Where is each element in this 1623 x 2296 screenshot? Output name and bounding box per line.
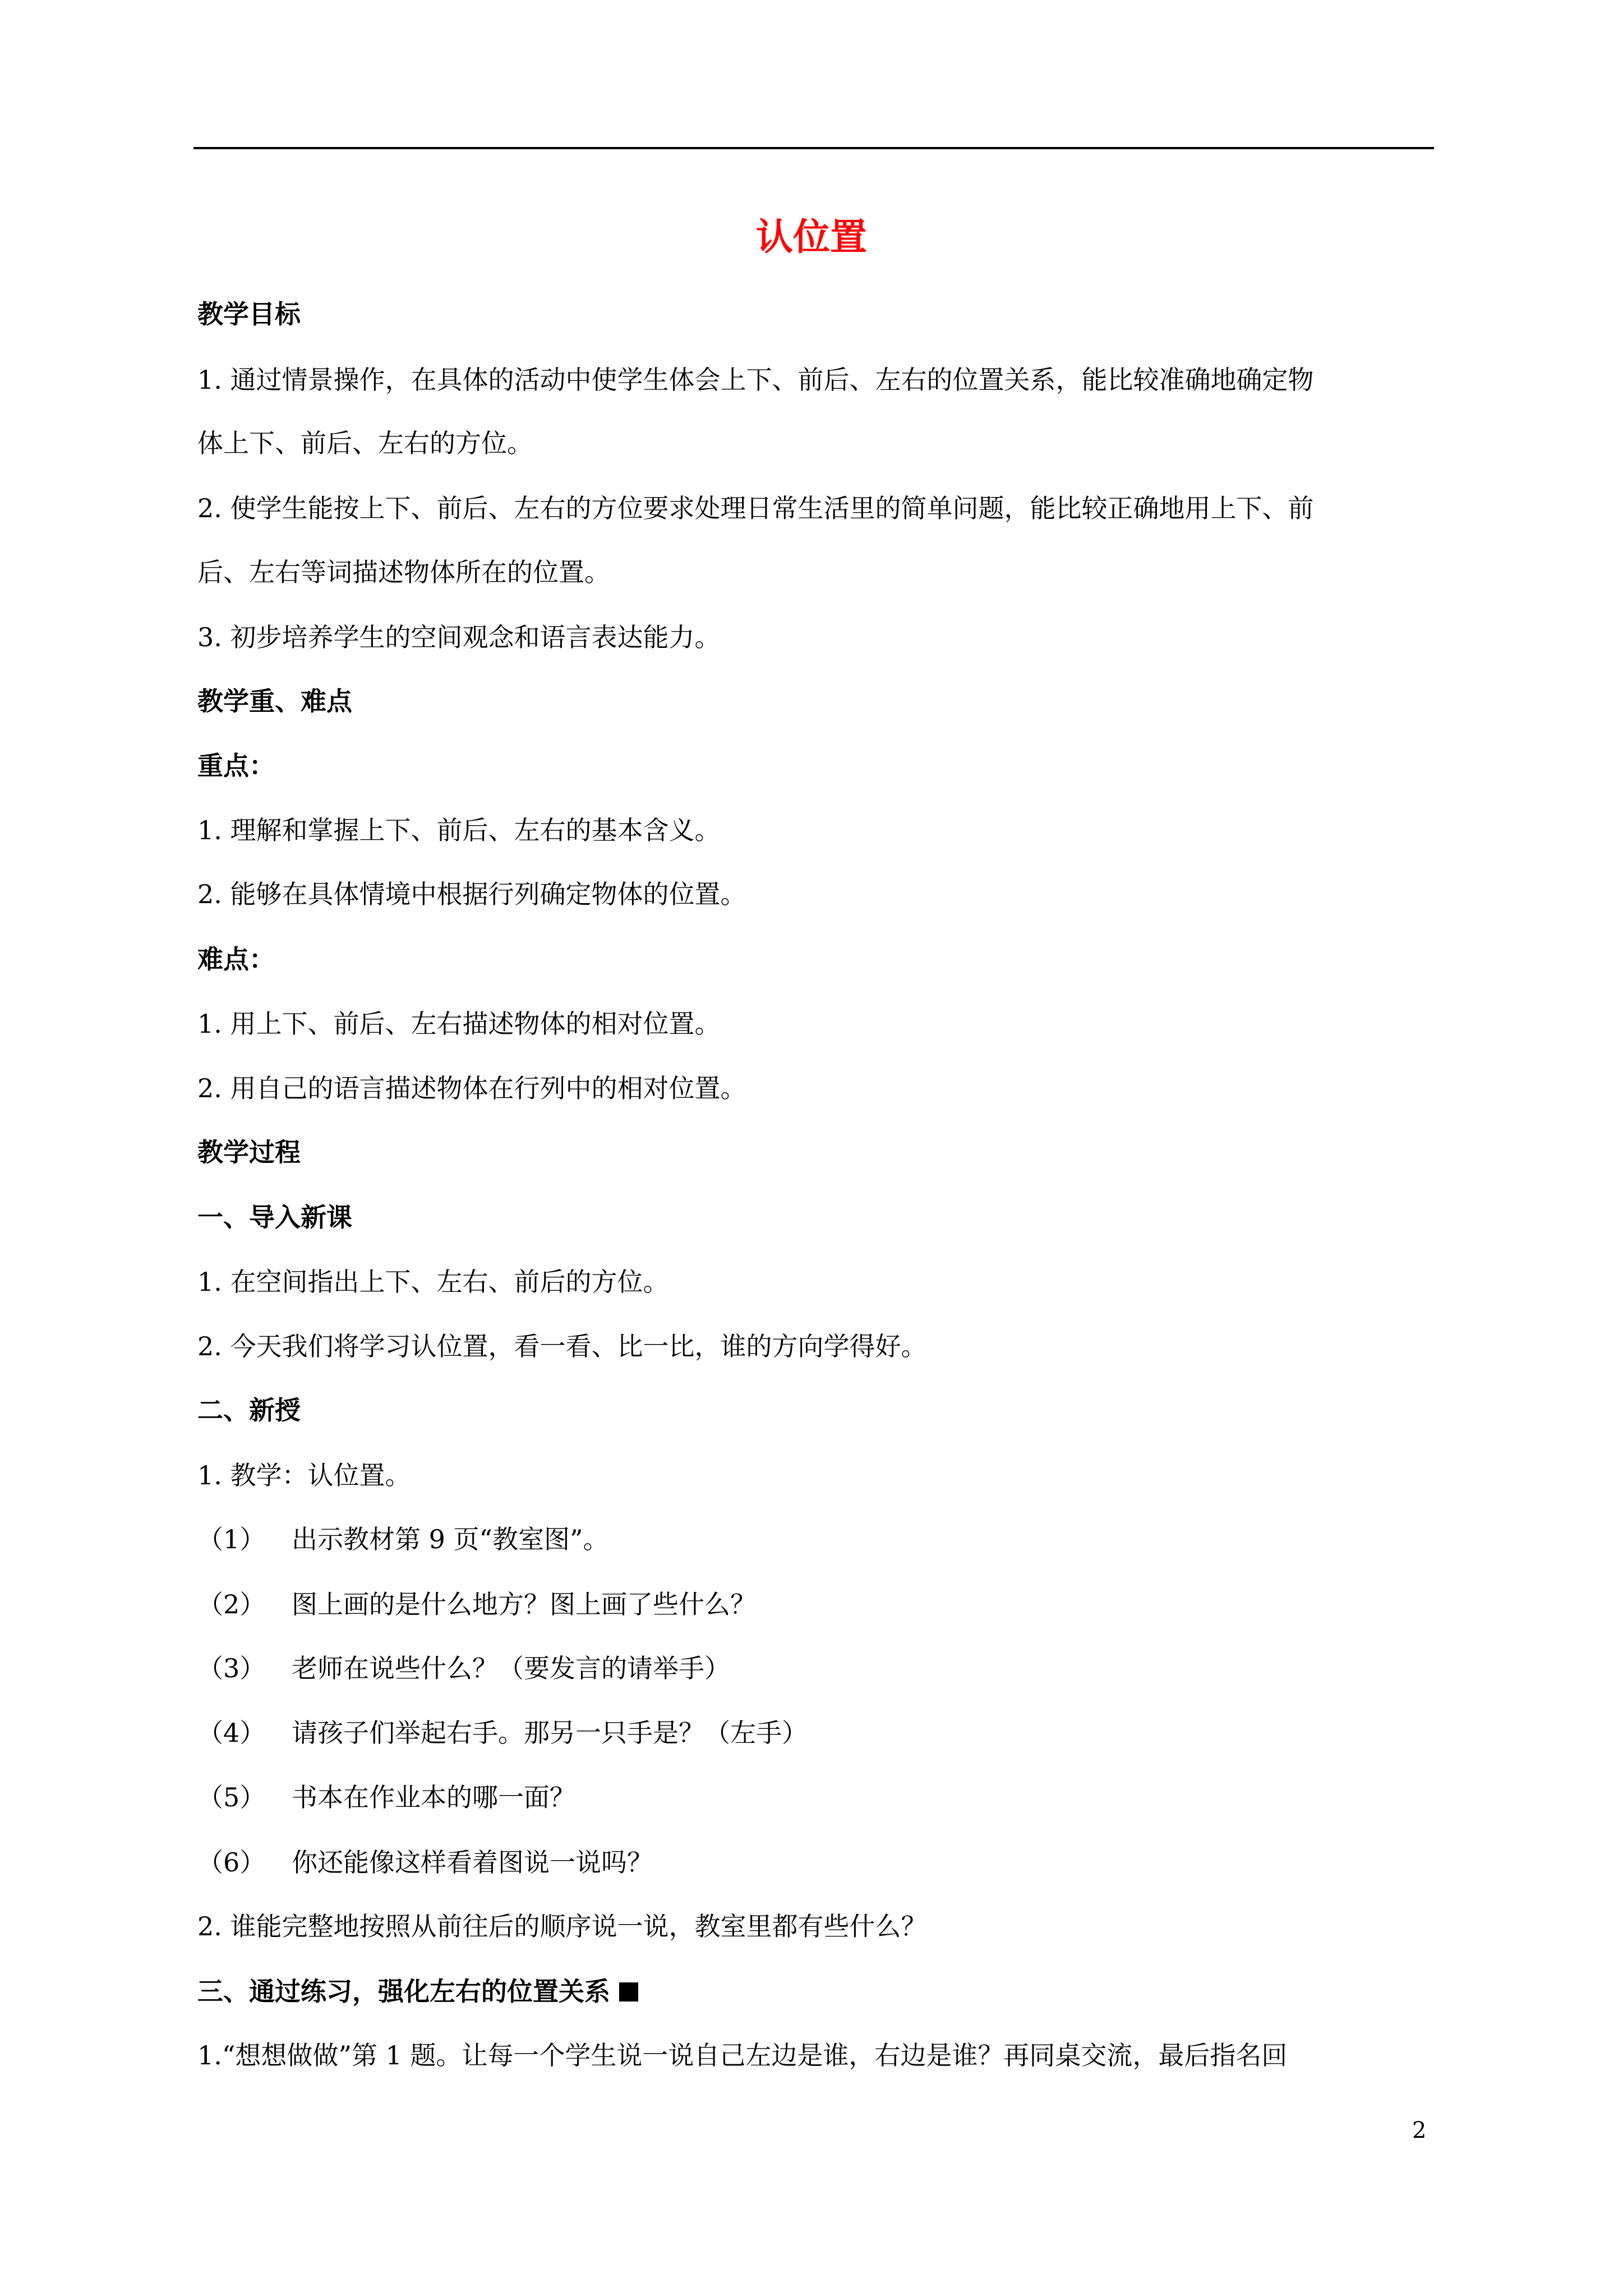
sub-item-5-text: 书本在作业本的哪一面？ xyxy=(292,1782,575,1812)
sub-item-2-number: （2） xyxy=(197,1589,266,1619)
sub-item-4-text: 请孩子们举起右手。那另一只手是？（左手） xyxy=(292,1718,808,1748)
page-title: 认位置 xyxy=(756,215,867,259)
sub-item-6-number: （6） xyxy=(197,1847,266,1878)
sub-item-2-text: 图上画的是什么地方？图上画了些什么？ xyxy=(292,1589,756,1619)
key-heading: 重点： xyxy=(197,751,275,781)
part3-heading-row xyxy=(197,1969,1437,2014)
goal-2-line-2: 后、左右等词描述物体所在的位置。 xyxy=(197,557,610,587)
part1-heading: 一、导入新课 xyxy=(197,1202,352,1232)
sub-item-4-number: （4） xyxy=(197,1718,266,1748)
goal-3: 3. 初步培养学生的空间观念和语言表达能力。 xyxy=(197,622,721,652)
goal-1-line-2: 体上下、前后、左右的方位。 xyxy=(197,428,533,458)
difficult-heading: 难点： xyxy=(197,944,275,974)
goals-heading: 教学目标 xyxy=(197,299,301,329)
part3-heading: 三、通过练习，强化左右的位置关系 xyxy=(197,1976,610,2007)
difficult-item-1: 1. 用上下、前后、左右描述物体的相对位置。 xyxy=(197,1009,721,1039)
square-marker-icon xyxy=(619,1982,638,2001)
key-item-1: 1. 理解和掌握上下、前后、左右的基本含义。 xyxy=(197,815,721,845)
part2-heading: 二、新授 xyxy=(197,1395,301,1425)
difficult-item-2: 2. 用自己的语言描述物体在行列中的相对位置。 xyxy=(197,1073,746,1103)
sub-item-6-text: 你还能像这样看着图说一说吗？ xyxy=(292,1847,653,1878)
goal-2-line-1: 2. 使学生能按上下、前后、左右的方位要求处理日常生活里的简单问题，能比较正确地用上下、前 xyxy=(197,493,1314,523)
goal-1-line-1: 1. 通过情景操作，在具体的活动中使学生体会上下、前后、左右的位置关系，能比较准确地确定物 xyxy=(197,365,1314,395)
part1-item-2: 2. 今天我们将学习认位置，看一看、比一比，谁的方向学得好。 xyxy=(197,1331,927,1361)
sub-item-1-text: 出示教材第 9 页“教室图”。 xyxy=(292,1524,609,1554)
sub-item-1-number: （1） xyxy=(197,1524,266,1554)
header-rule xyxy=(193,147,1434,149)
part1-item-1: 1. 在空间指出上下、左右、前后的方位。 xyxy=(197,1267,669,1297)
key-item-2: 2. 能够在具体情境中根据行列确定物体的位置。 xyxy=(197,879,746,909)
page-number: 2 xyxy=(1412,2118,1427,2143)
part3-item-1: 1.“想想做做”第 1 题。让每一个学生说一说自己左边是谁，右边是谁？再同桌交流，最后指名回 xyxy=(197,2040,1288,2070)
sub-item-3-text: 老师在说些什么？（要发言的请举手） xyxy=(292,1653,730,1683)
sub-item-5-number: （5） xyxy=(197,1782,266,1812)
part2-item-2: 2. 谁能完整地按照从前往后的顺序说一说，教室里都有些什么？ xyxy=(197,1911,927,1941)
part2-item-1: 1. 教学：认位置。 xyxy=(197,1460,411,1490)
process-heading: 教学过程 xyxy=(197,1137,301,1167)
sub-item-3-number: （3） xyxy=(197,1653,266,1683)
key-difficult-heading: 教学重、难点 xyxy=(197,686,352,716)
